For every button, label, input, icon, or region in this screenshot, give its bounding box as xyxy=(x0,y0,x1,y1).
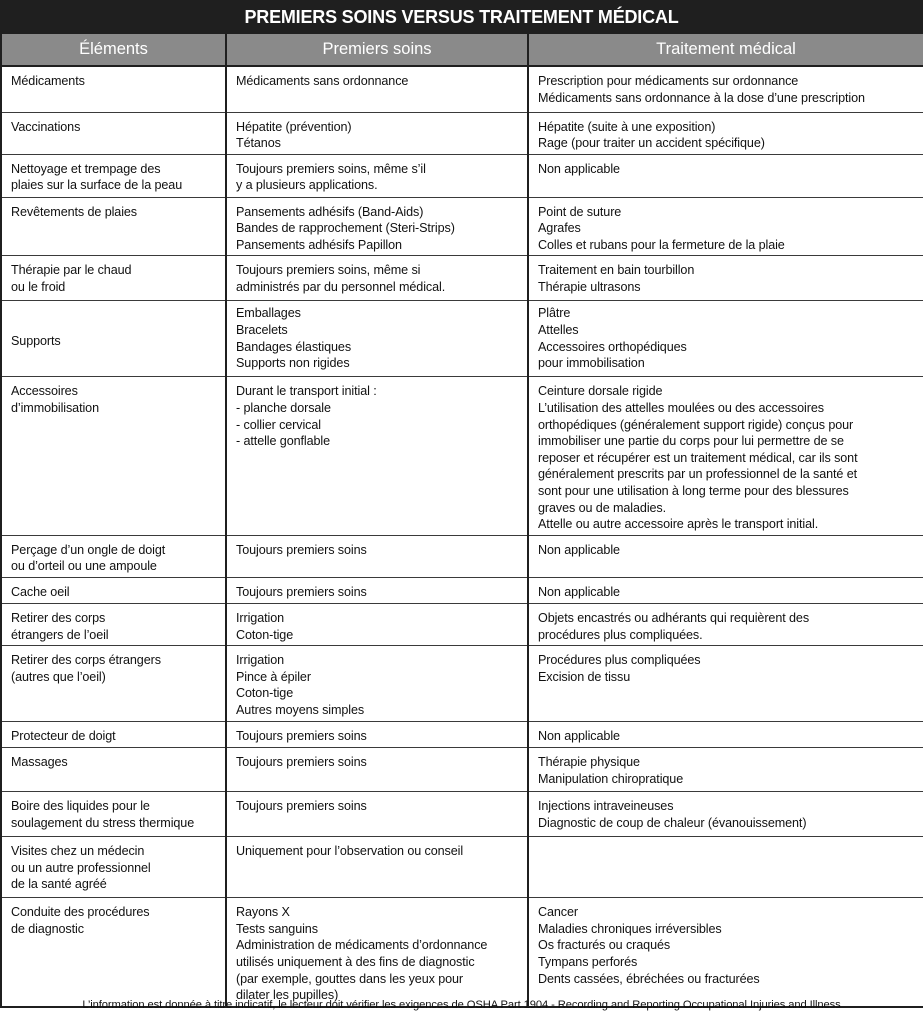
column-header-elements: Éléments xyxy=(1,34,226,66)
medical-treatment-cell: Traitement en bain tourbillon Thérapie ultrasons xyxy=(528,256,923,301)
medical-treatment-cell: Hépatite (suite à une exposition) Rage (pour traiter un accident spécifique) xyxy=(528,112,923,154)
medical-treatment-cell: Point de suture Agrafes Colles et rubans pour la fermeture de la plaie xyxy=(528,197,923,256)
table-row xyxy=(1,604,923,646)
first-aid-cell: Toujours premiers soins xyxy=(226,535,528,577)
first-aid-cell: Uniquement pour l’observation ou conseil xyxy=(226,837,528,898)
element-cell: Cache oeil xyxy=(1,578,226,604)
first-aid-cell: Emballages Bracelets Bandages élastiques Supports non rigides xyxy=(226,301,528,377)
element-cell: Vaccinations xyxy=(1,112,226,154)
element-cell: Thérapie par le chaud ou le froid xyxy=(1,256,226,301)
table-row xyxy=(1,154,923,197)
table-row xyxy=(1,377,923,535)
medical-treatment-cell: Non applicable xyxy=(528,722,923,748)
first-aid-cell: Pansements adhésifs (Band-Aids) Bandes de rapprochement (Steri-Strips) Pansements adhésifs Papillon xyxy=(226,197,528,256)
medical-treatment-cell: Injections intraveineuses Diagnostic de coup de chaleur (évanouissement) xyxy=(528,792,923,837)
medical-treatment-cell: Objets encastrés ou adhérants qui requièrent des procédures plus compliquées. xyxy=(528,604,923,646)
table-row xyxy=(1,646,923,722)
table-row xyxy=(1,792,923,837)
first-aid-cell: Toujours premiers soins xyxy=(226,578,528,604)
table-row xyxy=(1,837,923,898)
table-row xyxy=(1,301,923,377)
medical-treatment-cell: Non applicable xyxy=(528,535,923,577)
table-row xyxy=(1,66,923,112)
table-row xyxy=(1,748,923,792)
table-row xyxy=(1,722,923,748)
table-row xyxy=(1,535,923,577)
medical-treatment-cell: Prescription pour médicaments sur ordonnance Médicaments sans ordonnance à la dose d’une prescription xyxy=(528,66,923,112)
medical-treatment-cell: Cancer Maladies chroniques irréversibles Os fracturés ou craqués Tympans perforés Dents cassées, ébréchées ou fracturées xyxy=(528,898,923,1007)
element-cell: Boire des liquides pour le soulagement du stress thermique xyxy=(1,792,226,837)
table-row xyxy=(1,898,923,1007)
first-aid-cell: Toujours premiers soins xyxy=(226,722,528,748)
table-row xyxy=(1,197,923,256)
first-aid-cell: Durant le transport initial : - planche dorsale - collier cervical - attelle gonflable xyxy=(226,377,528,535)
element-cell: Visites chez un médecin ou un autre professionnel de la santé agréé xyxy=(1,837,226,898)
element-cell: Massages xyxy=(1,748,226,792)
medical-treatment-cell: Non applicable xyxy=(528,154,923,197)
element-cell: Nettoyage et trempage des plaies sur la surface de la peau xyxy=(1,154,226,197)
footnote: L’information est donnée à titre indicatif, le lecteur doit vérifier les exigences de OSHA Part 1904 - Recording and Reporting Occupational Injuries and Illness xyxy=(82,999,841,1011)
medical-treatment-cell: Plâtre Attelles Accessoires orthopédiques pour immobilisation xyxy=(528,301,923,377)
element-cell: Protecteur de doigt xyxy=(1,722,226,748)
element-cell: Médicaments xyxy=(1,66,226,112)
first-aid-cell: Médicaments sans ordonnance xyxy=(226,66,528,112)
table-row xyxy=(1,112,923,154)
medical-treatment-cell xyxy=(528,837,923,898)
table-header-row xyxy=(1,34,923,66)
element-cell: Retirer des corps étrangers de l’oeil xyxy=(1,604,226,646)
element-cell: Accessoires d’immobilisation xyxy=(1,377,226,535)
first-aid-cell: Toujours premiers soins xyxy=(226,748,528,792)
comparison-table xyxy=(0,34,923,1008)
element-cell: Retirer des corps étrangers (autres que l’oeil) xyxy=(1,646,226,722)
medical-treatment-cell: Procédures plus compliquées Excision de tissu xyxy=(528,646,923,722)
table-row xyxy=(1,256,923,301)
first-aid-cell: Irrigation Pince à épiler Coton-tige Autres moyens simples xyxy=(226,646,528,722)
first-aid-cell: Hépatite (prévention) Tétanos xyxy=(226,112,528,154)
first-aid-cell: Rayons X Tests sanguins Administration de médicaments d’ordonnance utilisés uniquement à des fins de diagnostic (par exemple, gouttes dans les yeux pour dilater les pupilles) xyxy=(226,898,528,1007)
first-aid-cell: Toujours premiers soins, même s’il y a plusieurs applications. xyxy=(226,154,528,197)
medical-treatment-cell: Non applicable xyxy=(528,578,923,604)
element-cell: Conduite des procédures de diagnostic xyxy=(1,898,226,1007)
column-header-first-aid: Premiers soins xyxy=(226,34,528,66)
first-aid-cell: Toujours premiers soins xyxy=(226,792,528,837)
medical-treatment-cell: Thérapie physique Manipulation chiropratique xyxy=(528,748,923,792)
page-title: PREMIERS SOINS VERSUS TRAITEMENT MÉDICAL xyxy=(0,0,923,34)
element-cell: Perçage d’un ongle de doigt ou d’orteil ou une ampoule xyxy=(1,535,226,577)
first-aid-cell: Irrigation Coton-tige xyxy=(226,604,528,646)
medical-treatment-cell: Ceinture dorsale rigide L’utilisation des attelles moulées ou des accessoires orthopédiques (généralement support rigide) conçus pour immobiliser une partie du corps pour lui permettre de se reposer et récupérer est un traitement médical, car ils sont généralement prescrits par un professionnel de la santé et sont pour une utilisation à long terme pour des blessures graves ou de maladies. Attelle ou autre accessoire après le transport initial. xyxy=(528,377,923,535)
element-cell: Supports xyxy=(1,301,226,377)
first-aid-cell: Toujours premiers soins, même si administrés par du personnel médical. xyxy=(226,256,528,301)
table-row xyxy=(1,578,923,604)
column-header-medical-treatment: Traitement médical xyxy=(528,34,923,66)
element-cell: Revêtements de plaies xyxy=(1,197,226,256)
